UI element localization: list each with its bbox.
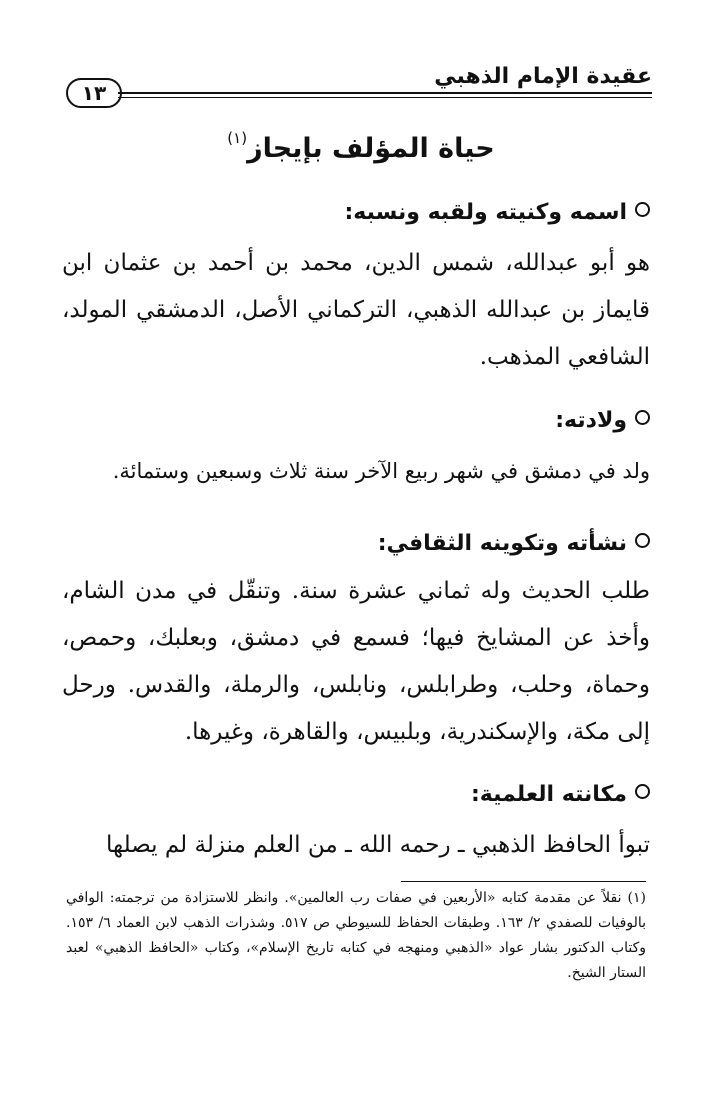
page-number: ١٣ [66, 78, 122, 108]
header-rule [118, 92, 652, 98]
section-heading-text: نشأته وتكوينه الثقافي: [377, 531, 627, 556]
section-paragraph-upbringing: طلب الحديث وله ثماني عشرة سنة. وتنقّل في مدن الشام، وأخذ عن المشايخ فيها؛ فسمع في دمشق، وبعلبك، وحمص، وحماة، وحلب، وطرابلس، ونابلس، والرملة، والقدس. ورحل إلى مكة، والإسكندرية، وبلبيس، والقاهرة، وغيرها. [62, 578, 650, 745]
running-header [66, 62, 652, 105]
section-paragraph-status: تبوأ الحافظ الذهبي ـ رحمه الله ـ من العلم منزلة لم يصلها [105, 832, 650, 858]
circle-bullet-icon [635, 202, 650, 217]
section-paragraph-name: هو أبو عبدالله، شمس الدين، محمد بن أحمد بن عثمان ابن قايماز بن عبدالله الذهبي، التركماني الأصل، الدمشقي المولد، الشافعي المذهب. [62, 250, 650, 370]
section-heading-status [60, 777, 650, 813]
section-heading-birth [60, 403, 650, 439]
footnote-separator [401, 881, 646, 882]
footnote-reference: (١) [227, 129, 248, 147]
section-paragraph-birth: ولد في دمشق في شهر ربيع الآخر سنة ثلاث وسبعين وستمائة. [112, 459, 650, 483]
running-title: عقيدة الإمام الذهبي [434, 64, 652, 89]
section-heading-text: اسمه وكنيته ولقبه ونسبه: [344, 200, 627, 225]
section-heading-name [60, 195, 650, 231]
circle-bullet-icon [635, 410, 650, 425]
chapter-title-text: حياة المؤلف بإيجاز [247, 133, 495, 164]
section-heading-text: مكانته العلمية: [471, 782, 627, 807]
chapter-title [0, 116, 722, 171]
section-heading-upbringing [60, 526, 650, 562]
circle-bullet-icon [635, 784, 650, 799]
section-heading-text: ولادته: [555, 408, 627, 433]
footnote: (١) نقلاً عن مقدمة كتابه «الأربعين في صفات رب العالمين». وانظر للاستزادة من ترجمته: الوافي بالوفيات للصفدي ٢/ ١٦٣. وطبقات الحفاظ للسيوطي ص ٥١٧. وشذرات الذهب لابن العماد ٦/ ١٥٣. وكتاب الدكتور بشار عواد «الذهبي ومنهجه في كتابه تاريخ الإسلام»، وكتاب «الحافظ الذهبي» لعبد الستار الشيخ. [66, 890, 647, 981]
circle-bullet-icon [635, 533, 650, 548]
